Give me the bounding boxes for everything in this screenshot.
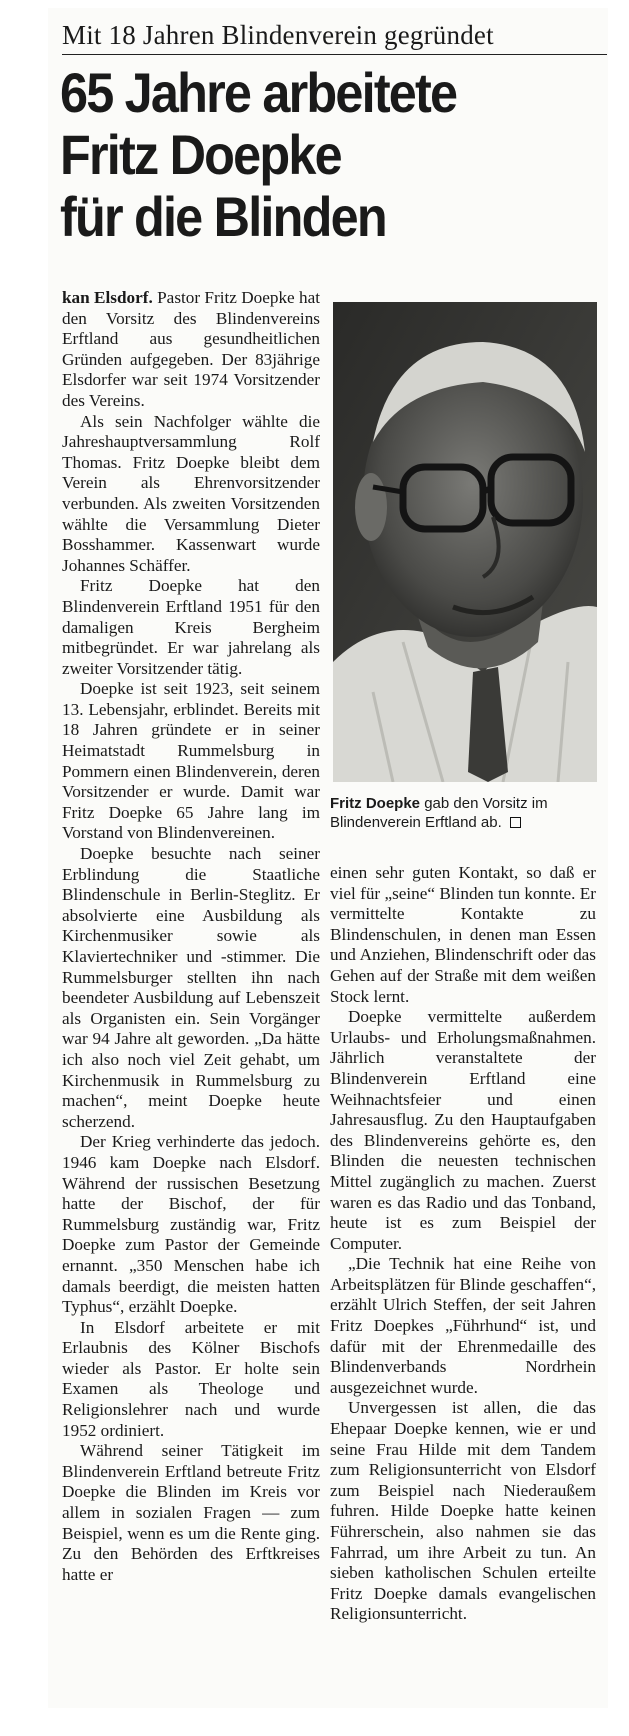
paragraph: Als sein Nachfolger wählte die Jahreshauptversammlung Rolf Thomas. Fritz Doepke bleibt dem Verein als Ehrenvorsitzender verbunden. Als zweiten Vorsitzenden wählte die Versammlung Dieter Bosshammer. Kassenwart wurde Johannes Schäffer. (62, 411, 320, 575)
dateline: kan Elsdorf. (62, 288, 153, 307)
paragraph: „Die Technik hat eine Reihe von Arbeitsplätzen für Blinde geschaffen“, erzählt Ulrich Steffen, der seit Jahren Fritz Doepkes „Führhund“ ist, und dafür mit der Ehrenmedaille des Blindenverbands Nordrhein ausgezeichnet wurde. (330, 1254, 596, 1397)
headline-line-1: 65 Jahre arbeitete (60, 61, 457, 124)
caption-name: Fritz Doepke (330, 795, 421, 812)
article-column-2 (330, 863, 596, 1625)
article-column-1 (62, 288, 320, 1585)
paragraph: Doepke ist seit 1923, seit seinem 13. Lebensjahr, erblindet. Bereits mit 18 Jahren gründete er in seiner Heimatstadt Rummelsburg in Pommern einen Blindenverein, deren Vorsitzender er wurde. Damit war Fritz Doepke 65 Jahre lang im Vorstand von Blindenvereinen. (62, 679, 320, 843)
headline-line-2: Fritz Doepke (60, 123, 341, 186)
photo-caption (330, 794, 600, 832)
paragraph-text: Pastor Fritz Doepke hat den Vorsitz des Blindenvereins Erftland aus gesundheitlichen Gründen aufgegeben. Der 83jährige Elsdorfer war seit 1974 Vorsitzender des Vereins. (62, 288, 320, 410)
headline-line-3: für die Blinden (60, 185, 386, 248)
paragraph: Während seiner Tätigkeit im Blindenverein Erftland betreute Fritz Doepke die Blinden im Kreis vor allem in sozialen Fragen — zum Beispiel, wenn es um die Rente ging. Zu den Behörden des Erftkreises hatte er (62, 1441, 320, 1584)
headline (60, 62, 551, 248)
caption-text: gab den Vorsitz im Blindenverein Erftland ab. (330, 795, 548, 831)
portrait-photo-graphic (333, 302, 597, 782)
paragraph: Der Krieg verhinderte das jedoch. 1946 kam Doepke nach Elsdorf. Während der russischen Besetzung hatte der Bischof, der für Rummelsburg zuständig war, Fritz Doepke zum Pastor der Gemeinde ernannt. „350 Menschen habe ich damals beerdigt, die meisten hatten Typhus“, erzählt Doepke. (62, 1132, 320, 1317)
portrait-photo (333, 302, 597, 782)
end-mark-icon (510, 817, 521, 828)
paragraph: Unvergessen ist allen, die das Ehepaar Doepke kennen, wie er und seine Frau Hilde mit dem Tandem zum Religionsunterricht von Elsdorf zum Beispiel nach Niederaußem fuhren. Hilde Doepke hatte keinen Führerschein, also nahmen sie das Fahrrad, um ihre Arbeit zu tun. An sieben katholischen Schulen erteilte Fritz Doepke damals evangelischen Religionsunterricht. (330, 1398, 596, 1624)
paragraph: In Elsdorf arbeitete er mit Erlaubnis des Kölner Bischofs wieder als Pastor. Er holte sein Examen als Theologe und Religionslehrer nach und wurde 1952 ordiniert. (62, 1317, 320, 1440)
paragraph: einen sehr guten Kontakt, so daß er viel für „seine“ Blinden tun konnte. Er vermittelte Kontakte zu Blindenschulen, in denen man Essen und Anziehen, Blindenschrift oder das Gehen auf der Straße mit dem weißen Stock lernt. (330, 863, 596, 1006)
kicker: Mit 18 Jahren Blindenverein gegründet (62, 18, 607, 55)
paragraph: Doepke besuchte nach seiner Erblindung die Staatliche Blindenschule in Berlin-Steglitz. Er absolvierte eine Ausbildung als Kirchenmusiker sowie als Klaviertechniker und -stimmer. Die Rummelsburger stellten ihn nach beendeter Ausbildung auf Lebenszeit als Organisten ein. Sein Vorgänger war 94 Jahre alt geworden. „Da hätte ich also noch viel Zeit gehabt, um Kirchenmusik in Rummelsburg zu machen“, meint Doepke heute scherzend. (62, 844, 320, 1131)
paragraph: Fritz Doepke hat den Blindenverein Erftland 1951 für den damaligen Kreis Bergheim mitbegründet. Er war jahrelang als zweiter Vorsitzender tätig. (62, 576, 320, 678)
paragraph (62, 288, 320, 412)
paragraph: Doepke vermittelte außerdem Urlaubs- und Erholungsmaßnahmen. Jährlich veranstaltete der Blindenverein Erftland eine Weihnachtsfeier und einen Jahresausflug. Zu den Hauptaufgaben des Blindenvereins gehörte es, den Blinden die neuesten technischen Mittel zugänglich zu machen. Zuerst waren es das Radio und das Tonband, heute ist es zum Beispiel der Computer. (330, 1007, 596, 1253)
